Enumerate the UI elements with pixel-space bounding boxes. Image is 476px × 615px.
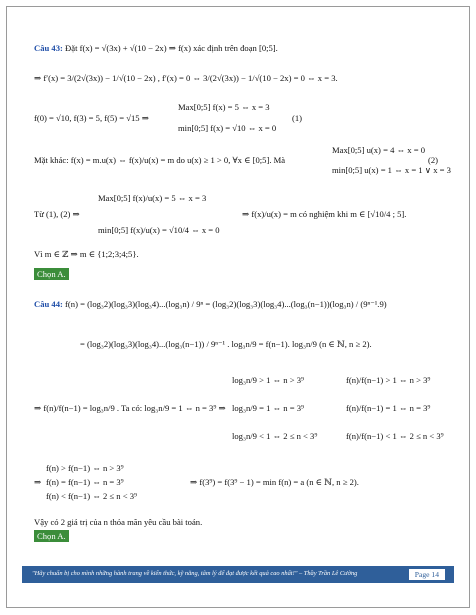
q44-c3: log₃n/9 < 1 ⇔ 2 ≤ n < 3⁹ — [232, 431, 318, 441]
q43-u-max: Max[0;5] u(x) = 4 ⇔ x = 0 — [332, 145, 425, 155]
q43-answer: Chọn A. — [34, 268, 69, 280]
q44-answer: Chọn A. — [34, 530, 69, 542]
q44-label: Câu 44: — [34, 299, 63, 309]
footer-quote: "Hãy chuẩn bị cho mình những hành trang về kiến thức, kỹ năng, tâm lý để đạt được kết quả cao nhất!" – Thầy Trần Lê Cường — [32, 570, 358, 577]
footer-bar — [22, 566, 454, 583]
q44-heading — [34, 300, 387, 309]
q43-statement: Đặt f(x) = √(3x) + √(10 − 2x) ⇒ f(x) xác định trên đoạn [0;5]. — [65, 43, 278, 53]
q43-label: Câu 43: — [34, 43, 63, 53]
q44-d1: f(n)/f(n−1) > 1 ⇔ n > 3⁹ — [346, 375, 431, 385]
q44-e1: f(n) > f(n−1) ⇔ n > 3⁹ — [46, 463, 124, 473]
page-number: Page 14 — [408, 568, 446, 581]
q43-conclusion: ⇒ f(x)/u(x) = m có nghiệm khi m ∈ [√10/4 ; 5]. — [242, 209, 407, 219]
q44-final: Vậy có 2 giá trị của n thỏa mãn yêu cầu bài toán. — [34, 517, 203, 527]
q43-u-min: min[0;5] u(x) = 1 ⇔ x = 1 ∨ x = 3 — [332, 165, 451, 175]
q43-from: Từ (1), (2) ⇒ — [34, 209, 80, 219]
q43-eq1: (1) — [292, 113, 303, 123]
q43-since: Vì m ∈ ℤ ⇒ m ∈ {1;2;3;4;5}. — [34, 249, 139, 259]
q43-eq2: (2) — [428, 155, 439, 165]
q43-ratio-min: min[0;5] f(x)/u(x) = √10/4 ⇔ x = 0 — [98, 225, 220, 235]
q44-e2: f(n) = f(n−1) ⇔ n = 3⁹ — [46, 477, 124, 487]
q43-heading — [34, 44, 278, 53]
q44-c1: log₃n/9 > 1 ⇔ n > 3⁹ — [232, 375, 305, 385]
q43-values: f(0) = √10, f(3) = 5, f(5) = √15 ⇒ — [34, 113, 149, 123]
q44-ratio: ⇒ f(n)/f(n−1) = log₃n/9 . Ta có: log₃n/9 = 1 ⇔ n = 3⁹ ⇒ — [34, 403, 226, 413]
q44-c2: log₃n/9 = 1 ⇔ n = 3⁹ — [232, 403, 305, 413]
q43-derivative: ⇒ f′(x) = 3/(2√(3x)) − 1/√(10 − 2x) , f′(x) = 0 ⇔ 3/(2√(3x)) − 1/√(10 − 2x) = 0 ⇔ x = 3. — [34, 73, 338, 83]
q44-e-conclusion: ⇒ f(3⁹) = f(3⁹ − 1) = min f(n) = a (n ∈ ℕ, n ≥ 2). — [190, 477, 359, 487]
q44-line2: = (log₃2)(log₃3)(log₃4)...(log₃(n−1)) / 9ⁿ⁻¹ . log₃n/9 = f(n−1). log₃n/9 (n ∈ ℕ, n ≥ 2). — [80, 339, 372, 349]
q43-ratio-max: Max[0;5] f(x)/u(x) = 5 ⇔ x = 3 — [98, 193, 207, 203]
q43-max: Max[0;5] f(x) = 5 ⇔ x = 3 — [178, 102, 270, 112]
q44-arrow: ⇒ — [34, 477, 42, 487]
q44-e3: f(n) < f(n−1) ⇔ 2 ≤ n < 3⁹ — [46, 491, 137, 501]
q44-statement: f(n) = (log₃2)(log₃3)(log₃4)...(log₃n) / 9ⁿ = (log₃2)(log₃3)(log₃4)...(log₃(n−1))(log₃n) / (9ⁿ⁻¹.9) — [65, 299, 387, 309]
q44-d3: f(n)/f(n−1) < 1 ⇔ 2 ≤ n < 3⁹ — [346, 431, 444, 441]
q43-other: Mặt khác: f(x) = m.u(x) ⇔ f(x)/u(x) = m do u(x) ≥ 1 > 0, ∀x ∈ [0;5]. Mà — [34, 155, 286, 165]
q44-d2: f(n)/f(n−1) = 1 ⇔ n = 3⁹ — [346, 403, 431, 413]
q43-min: min[0;5] f(x) = √10 ⇔ x = 0 — [178, 123, 277, 133]
